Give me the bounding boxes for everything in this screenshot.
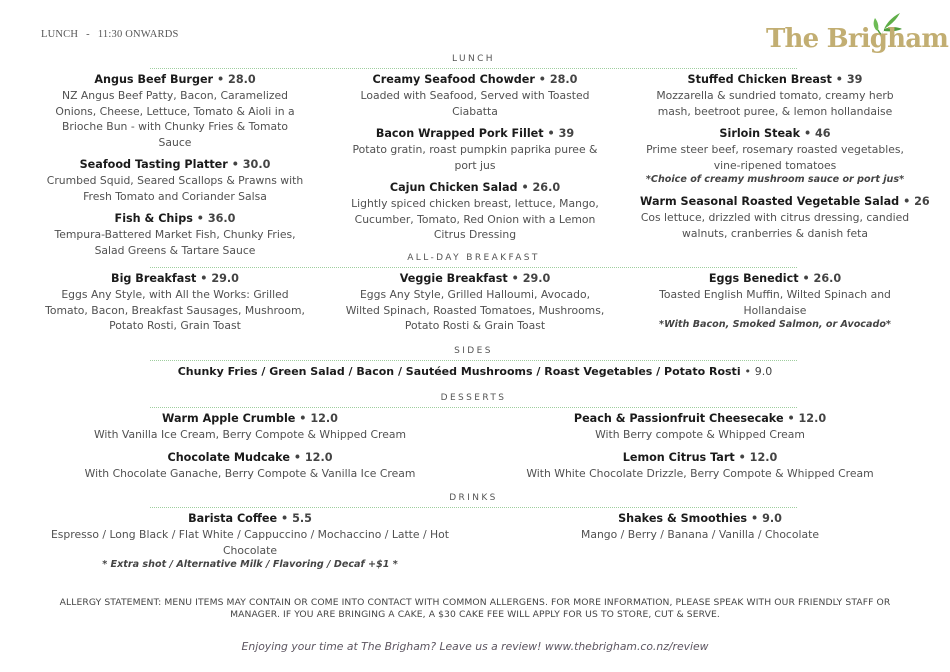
item-name: Shakes & Smoothies [618, 512, 748, 525]
price-bullet: • [200, 272, 208, 285]
divider [150, 407, 797, 408]
item-name-line [44, 271, 306, 287]
section-header-lunch [150, 54, 797, 69]
menu-item [44, 72, 306, 150]
item-description: Crumbed Squid, Seared Scallops & Prawns with Fresh Tomato and Coriander Salsa [46, 174, 304, 203]
item-price: 39 [846, 73, 863, 86]
price-bullet: • [803, 127, 812, 140]
divider [150, 360, 797, 361]
item-name-line [60, 411, 440, 427]
item-price: 28.0 [228, 73, 256, 86]
item-name-line [345, 180, 605, 196]
menu-item [345, 126, 605, 173]
service-label: LUNCH [41, 29, 79, 40]
price-bullet: • [281, 512, 289, 525]
item-name-line [60, 450, 440, 466]
menu-item [345, 72, 605, 119]
item-name-line [510, 411, 890, 427]
section-header-desserts [150, 393, 797, 408]
item-name-line [640, 72, 910, 88]
price-bullet: • [538, 73, 546, 86]
item-price: 28.0 [549, 73, 578, 86]
price-bullet: • [802, 272, 810, 285]
lunch-column-1 [44, 72, 306, 265]
price-bullet: • [511, 272, 519, 285]
price-bullet: • [521, 181, 529, 194]
item-price: 12.0 [310, 412, 338, 425]
section-header-drinks [150, 493, 797, 508]
price-bullet: • [547, 127, 555, 140]
menu-item [60, 411, 440, 443]
item-description: Eggs Any Style, Grilled Halloumi, Avocado, Wilted Spinach, Roasted Tomatoes, Mushrooms, Potato Rosti & Grain Toast [345, 288, 605, 332]
item-name: Seafood Tasting Platter [79, 158, 228, 171]
item-name-line [510, 511, 890, 527]
item-name: Peach & Passionfruit Cheesecake [573, 412, 784, 425]
item-price: 36.0 [207, 212, 236, 225]
divider [150, 267, 797, 268]
item-description: Tempura-Battered Market Fish, Chunky Fries, Salad Greens & Tartare Sauce [54, 228, 296, 257]
item-name-line [510, 450, 890, 466]
item-price: 12.0 [304, 450, 333, 464]
item-price: 29.0 [522, 272, 551, 285]
item-name-line [50, 511, 450, 527]
allergy-statement [40, 597, 910, 621]
item-name: Veggie Breakfast [399, 272, 508, 285]
item-price: 26 [914, 195, 930, 208]
item-name: Creamy Seafood Chowder [372, 73, 535, 86]
item-name-line [640, 194, 930, 210]
item-description: Eggs Any Style, with All the Works: Grilled Tomato, Bacon, Breakfast Sausages, Mushroom, Potato Rosti, Grain Toast [45, 288, 305, 332]
item-name-line [345, 271, 605, 287]
menu-item [345, 180, 605, 243]
menu-item [60, 450, 440, 482]
item-price: 39 [558, 127, 575, 140]
brand-logo [766, 10, 949, 56]
item-name: Stuffed Chicken Breast [687, 73, 832, 86]
item-description: Toasted English Muffin, Wilted Spinach and Hollandaise [659, 288, 891, 317]
item-description: With Berry compote & Whipped Cream [595, 428, 805, 441]
item-description: Lightly spiced chicken breast, lettuce, Mango, Cucumber, Tomato, Red Onion with a Lemon Citrus Dressing [351, 197, 599, 241]
sides-items: Chunky Fries / Green Salad / Bacon / Sautéed Mushrooms / Roast Vegetables / Potato Rosti [177, 365, 741, 378]
sides-price: 9.0 [754, 365, 773, 378]
item-description: NZ Angus Beef Patty, Bacon, Caramelized Onions, Cheese, Lettuce, Tomato & Aioli in a Brioche Bun - with Chunky Fries & Tomato Sauce [55, 89, 295, 149]
price-bullet: • [299, 412, 307, 425]
section-title-sides: SIDES [454, 346, 493, 356]
section-title-desserts: DESSERTS [440, 393, 507, 403]
item-name-line [44, 157, 306, 173]
item-name-line [645, 271, 905, 287]
price-bullet: • [293, 450, 301, 464]
lunch-column-3 [640, 72, 930, 248]
drinks-item-2 [510, 511, 890, 543]
item-name: Eggs Benedict [708, 272, 799, 285]
desserts-column-1 [60, 411, 440, 488]
menu-item [510, 450, 890, 482]
item-name: Fish & Chips [114, 212, 193, 225]
item-name: Angus Beef Burger [94, 73, 214, 86]
divider [150, 68, 797, 69]
price-bullet: • [903, 195, 911, 208]
item-price: 26.0 [813, 272, 842, 285]
menu-item [640, 72, 910, 119]
item-name: Warm Seasonal Roasted Vegetable Salad [640, 195, 900, 208]
allergy-line-1: ALLERGY STATEMENT: MENU ITEMS MAY CONTAIN OR COME INTO CONTACT WITH COMMON ALLERGENS. FOR MORE INFORMATION, PLEASE SPEAK WITH OUR FRIENDLY STAFF OR [59, 597, 891, 608]
price-bullet: • [231, 158, 239, 171]
item-note: *Choice of creamy mushroom sauce or port jus* [645, 174, 905, 185]
price-bullet: • [835, 73, 843, 86]
item-price: 12.0 [749, 450, 778, 464]
price-bullet: • [216, 73, 225, 86]
review-prompt: Enjoying your time at The Brigham? Leave us a review! www.thebrigham.co.nz/review [241, 640, 709, 653]
item-name-line [640, 126, 910, 142]
section-title-lunch: LUNCH [452, 54, 495, 64]
section-title-breakfast: ALL-DAY BREAKFAST [407, 253, 540, 263]
section-header-sides [150, 346, 797, 361]
item-name-line [345, 126, 605, 142]
service-time: 11:30 ONWARDS [97, 29, 179, 40]
item-name-line [44, 72, 306, 88]
price-bullet: • [738, 450, 746, 464]
item-name: Cajun Chicken Salad [389, 181, 518, 194]
price-bullet: • [787, 412, 795, 425]
item-description: Espresso / Long Black / Flat White / Cappuccino / Mochaccino / Latte / Hot Chocolate [50, 528, 450, 557]
item-description: With Chocolate Ganache, Berry Compote & Vanilla Ice Cream [84, 466, 416, 480]
price-bullet: • [751, 512, 759, 525]
item-name: Warm Apple Crumble [162, 412, 296, 425]
item-description: Mozzarella & sundried tomato, creamy herb mash, beetroot puree, & lemon hollandaise [656, 89, 894, 118]
item-name: Chocolate Mudcake [167, 450, 290, 464]
menu-item [640, 194, 930, 241]
breakfast-item-1 [44, 271, 306, 334]
item-name: Barista Coffee [188, 512, 278, 525]
item-description: With White Chocolate Drizzle, Berry Compote & Whipped Cream [526, 466, 874, 480]
sides-list [0, 365, 950, 378]
item-price: 26.0 [532, 181, 561, 194]
item-name: Big Breakfast [111, 272, 197, 285]
price-bullet: • [744, 365, 751, 378]
item-name: Bacon Wrapped Pork Fillet [375, 127, 544, 140]
breakfast-item-3 [645, 271, 905, 332]
item-note: * Extra shot / Alternative Milk / Flavoring / Decaf +$1 * [102, 559, 398, 570]
item-description: Cos lettuce, drizzled with citrus dressing, candied walnuts, cranberries & danish feta [640, 211, 910, 240]
item-note: *With Bacon, Smoked Salmon, or Avocado* [659, 319, 891, 330]
allergy-line-2: MANAGER. IF YOU ARE BRINGING A CAKE, A $30 CAKE FEE WILL APPLY FOR US TO STORE, CUT & SERVE. [230, 609, 720, 620]
item-price: 5.5 [292, 512, 312, 525]
section-title-drinks: DRINKS [449, 493, 498, 503]
separator: - [86, 29, 90, 40]
item-name: Sirloin Steak [719, 127, 801, 140]
menu-item [44, 211, 306, 258]
service-hours [41, 29, 179, 40]
item-description: Loaded with Seafood, Served with Toasted Ciabatta [360, 89, 590, 118]
item-description: Mango / Berry / Banana / Vanilla / Chocolate [581, 528, 819, 541]
item-price: 9.0 [762, 512, 782, 525]
item-name: Lemon Citrus Tart [622, 450, 735, 464]
menu-item [510, 411, 890, 443]
item-description: Prime steer beef, rosemary roasted vegetables, vine-ripened tomatoes [646, 143, 904, 172]
item-price: 30.0 [242, 158, 271, 171]
drinks-item-1 [50, 511, 450, 572]
section-header-breakfast [150, 253, 797, 268]
item-price: 12.0 [798, 412, 827, 425]
menu-item [640, 126, 910, 187]
item-name-line [345, 72, 605, 88]
menu-item [44, 157, 306, 204]
lunch-column-2 [345, 72, 605, 250]
item-description: Potato gratin, roast pumpkin paprika puree & port jus [352, 143, 598, 172]
item-name-line [44, 211, 306, 227]
item-description: With Vanilla Ice Cream, Berry Compote & Whipped Cream [93, 428, 407, 441]
item-price: 46 [815, 127, 831, 140]
price-bullet: • [196, 212, 204, 225]
divider [150, 507, 797, 508]
desserts-column-2 [510, 411, 890, 488]
logo-wordmark: The Brigham [766, 24, 949, 54]
breakfast-item-2 [345, 271, 605, 334]
item-price: 29.0 [211, 272, 239, 285]
